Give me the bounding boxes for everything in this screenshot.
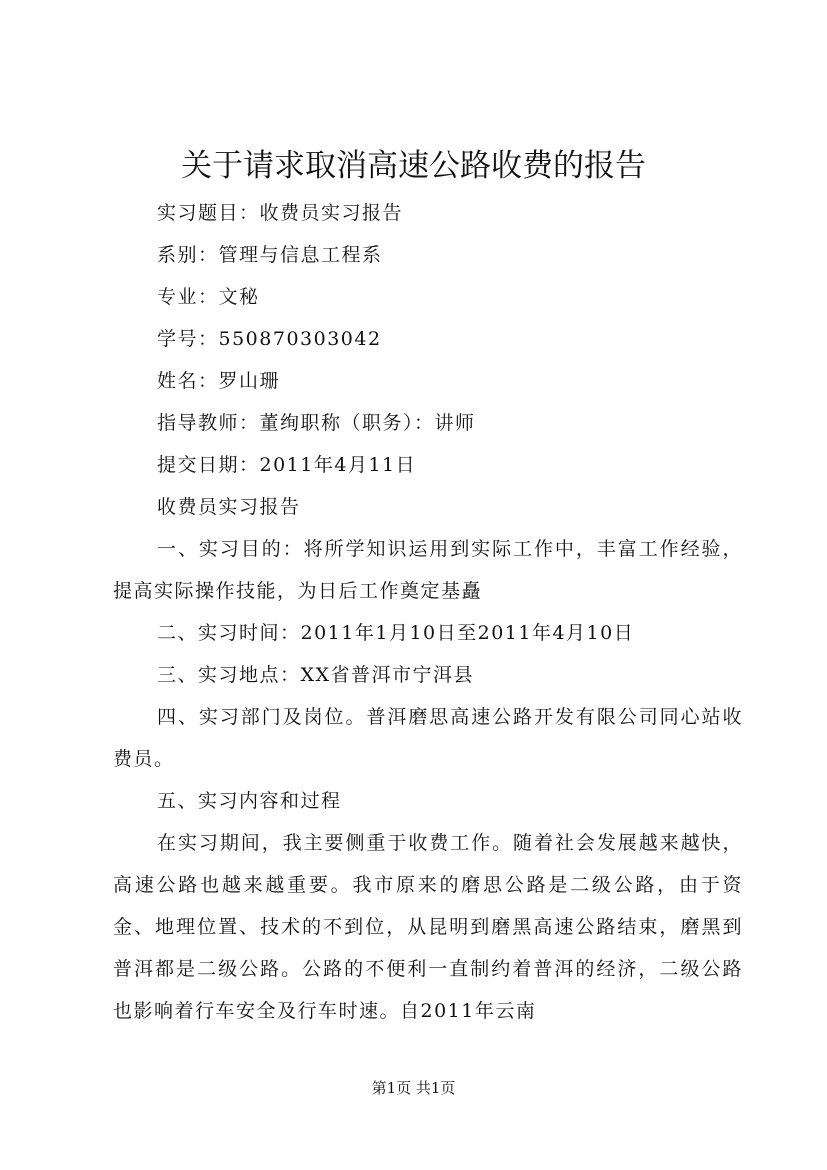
paragraph-time: 二、实习时间：2011年1月10日至2011年4月10日 <box>157 622 635 644</box>
paragraph-purpose: 一、实习目的：将所学知识运用到实际工作中，丰富工作经验，提高实际操作技能，为日后工作奠定基矗 <box>113 538 743 602</box>
paragraph-student-id: 学号：550870303042 <box>157 328 382 350</box>
paragraph-content-body: 在实习期间，我主要侧重于收费工作。随着社会发展越来越快，高速公路也越来越重要。我市原来的磨思公路是二级公路，由于资金、地理位置、技术的不到位，从昆明到磨黑高速公路结束，磨黑到普洱都是二级公路。公路的不便利一直制约着普洱的经济，二级公路也影响着行车安全及行车时速。自2011年云南 <box>113 832 743 1022</box>
page-footer <box>0 1078 827 1098</box>
document-title: 关于请求取消高速公路收费的报告 <box>181 148 646 184</box>
paragraph-topic: 实习题目：收费员实习报告 <box>157 202 404 224</box>
paragraph-name: 姓名：罗山珊 <box>157 370 281 392</box>
document-body <box>113 192 743 1032</box>
paragraph-location: 三、实习地点：XX省普洱市宁洱县 <box>157 664 475 686</box>
paragraph-position: 四、实习部门及岗位。普洱磨思高速公路开发有限公司同心站收费员。 <box>113 706 743 770</box>
page-number-label: 第1页 共1页 <box>371 1079 456 1097</box>
paragraph-department: 系别：管理与信息工程系 <box>157 244 383 266</box>
paragraph-advisor: 指导教师：董绚职称（职务）：讲师 <box>157 412 476 434</box>
paragraph-major: 专业：文秘 <box>157 286 260 308</box>
paragraph-submit-date: 提交日期：2011年4月11日 <box>157 454 417 476</box>
paragraph-content-heading: 五、实习内容和过程 <box>157 790 342 812</box>
paragraph-report-heading: 收费员实习报告 <box>157 496 301 518</box>
